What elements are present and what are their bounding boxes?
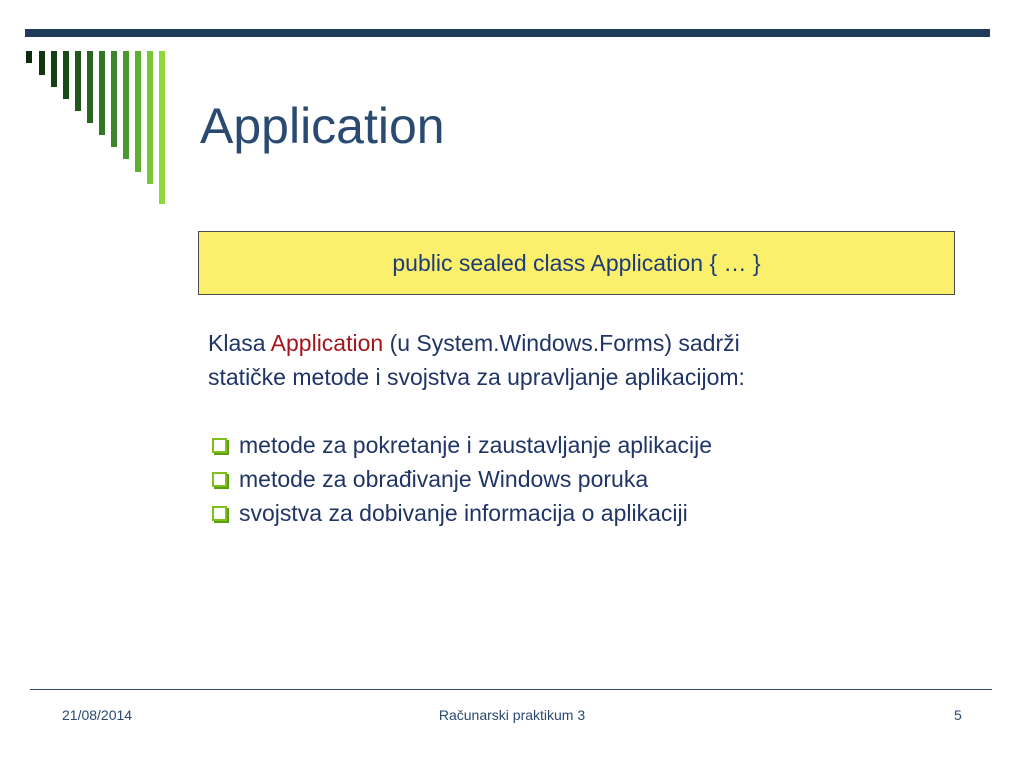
stripe [123,51,129,159]
intro-prefix: Klasa [208,330,271,356]
intro-suffix: (u System.Windows.Forms) sadrži [383,330,740,356]
bullet-text: metode za pokretanje i zaustavljanje aplikacije [239,432,713,458]
bullet-item [208,428,928,462]
stripe [111,51,117,147]
intro-highlight: Application [270,330,384,356]
stripe [26,51,32,63]
checkbox-bullet-icon [212,472,227,487]
stripe [135,51,141,172]
intro-line2: statičke metode i svojstva za upravljanje aplikacijom: [208,364,745,390]
checkbox-bullet-icon [212,438,227,453]
code-box [198,231,955,295]
decorative-stripes [0,0,180,220]
bullet-item [208,462,928,496]
stripe [75,51,81,111]
bullet-text: metode za obrađivanje Windows poruka [239,466,649,492]
stripe [159,51,165,204]
stripe [87,51,93,123]
footer-date: 21/08/2014 [62,707,133,723]
code-text: public sealed class Application { … } [392,249,761,276]
slide-title: Application [200,98,445,154]
bullet-text: svojstva za dobivanje informacija o aplikaciji [239,500,688,526]
stripe [99,51,105,135]
bullet-list [208,428,928,530]
bullet-item [208,496,928,530]
bottom-rule [30,689,992,690]
stripe [147,51,153,184]
footer-course: Računarski praktikum 3 [438,707,586,723]
stripe [39,51,45,75]
intro-paragraph [208,326,928,394]
footer-page-number: 5 [954,707,962,723]
stripe [63,51,69,99]
checkbox-bullet-icon [212,506,227,521]
stripe [51,51,57,87]
